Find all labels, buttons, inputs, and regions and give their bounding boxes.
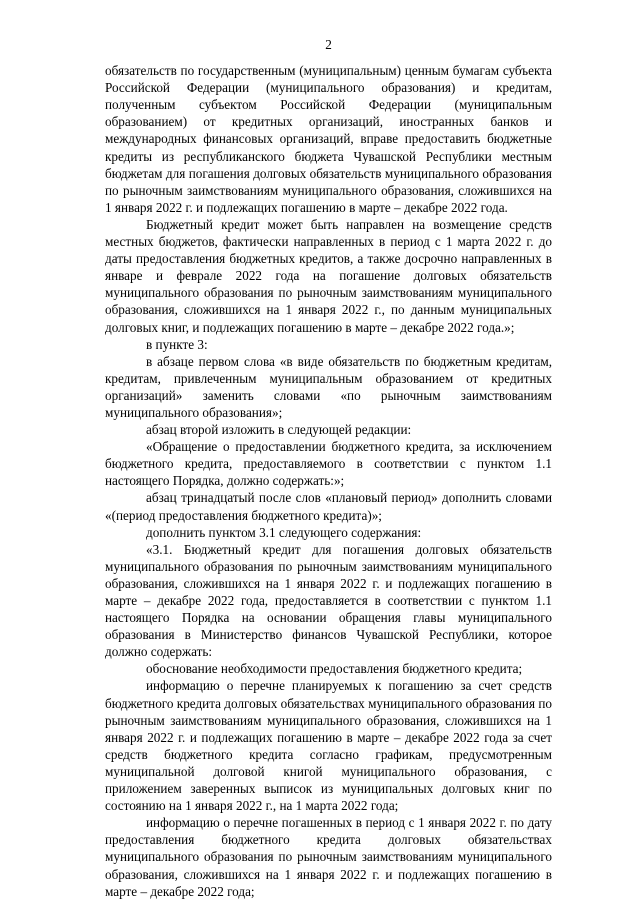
paragraph: Бюджетный кредит может быть направлен на возмещение средств местных бюджетов, фактически направленных в период с 1 марта 2022 г. до даты предоставления бюджетных кредитов, а также досрочно направленных в январе и феврале 2022 года на погашение долговых обязательств муниципального образования по рыночным заимствованиям муниципального образования, сложившихся на 1 января 2022 г., по данным муниципальных долговых книг, и подлежащих погашению в марте – декабре 2022 года.»; [105, 216, 552, 335]
paragraph: абзац тринадцатый после слов «плановый период» дополнить словами «(период предоставления бюджетного кредита)»; [105, 490, 552, 523]
paragraph: дополнить пунктом 3.1 следующего содержания: [146, 524, 422, 540]
paragraph: «3.1. Бюджетный кредит для погашения долговых обязательств муниципального образования по рыночным заимствованиям муниципального образования, сложившихся на 1 января 2022 г. и подлежащих погашению в марте – декабре 2022 года, предоставляется в соответствии с пунктом 1.1 настоящего Порядка на основании обращения главы муниципального образования в Министерство финансов Чувашской Республики, которое должно содержать: [105, 541, 552, 660]
document-body [105, 62, 552, 900]
page-number: 2 [325, 37, 332, 52]
paragraph: обязательств по государственным (муниципальным) ценным бумагам субъекта Российской Федерации (муниципального образования) и кредитам, полученным субъектом Российской Федерации (муниципальным образованием) от кредитных организаций, иностранных банков и международных финансовых организаций, вправе предоставить бюджетные кредиты из республиканского бюджета Чувашской Республики местным бюджетам для погашения долговых обязательств муниципального образования по рыночным заимствованиям муниципального образования, сложившихся на 1 января 2022 г. и подлежащих погашению в марте – декабре 2022 года. [105, 63, 552, 215]
paragraph: в абзаце первом слова «в виде обязательств по бюджетным кредитам, кредитам, привлеченным муниципальным образованием от кредитных организаций» заменить словами «по рыночным заимствованиям муниципального образования»; [105, 353, 552, 420]
paragraph: в пункте 3: [146, 336, 208, 352]
paragraph: абзац второй изложить в следующей редакции: [146, 422, 412, 438]
paragraph: «Обращение о предоставлении бюджетного кредита, за исключением бюджетного кредита, предоставляемого в соответствии с пунктом 1.1 настоящего Порядка, должно содержать:»; [105, 439, 552, 489]
paragraph: обоснование необходимости предоставления бюджетного кредита; [146, 661, 523, 677]
paragraph: информацию о перечне планируемых к погашению за счет средств бюджетного кредита долговых обязательствах муниципального образования по рыночным заимствованиям муниципального образования, сложившихся на 1 января 2022 г. и подлежащих погашению в марте – декабре 2022 года за счет средств бюджетного кредита согласно графикам, предусмотренным муниципальной долговой книгой муниципального образования, с приложением заверенных выписок из муниципальных долговых книг по состоянию на 1 января 2022 г., на 1 марта 2022 года; [105, 678, 552, 814]
paragraph: информацию о перечне погашенных в период с 1 января 2022 г. по дату предоставления бюджетного кредита долговых обязательствах муниципального образования по рыночным заимствованиям муниципального образования, сложившихся на 1 января 2022 г. и подлежащих погашению в марте – декабре 2022 года; [105, 815, 552, 899]
document-page [105, 36, 552, 900]
